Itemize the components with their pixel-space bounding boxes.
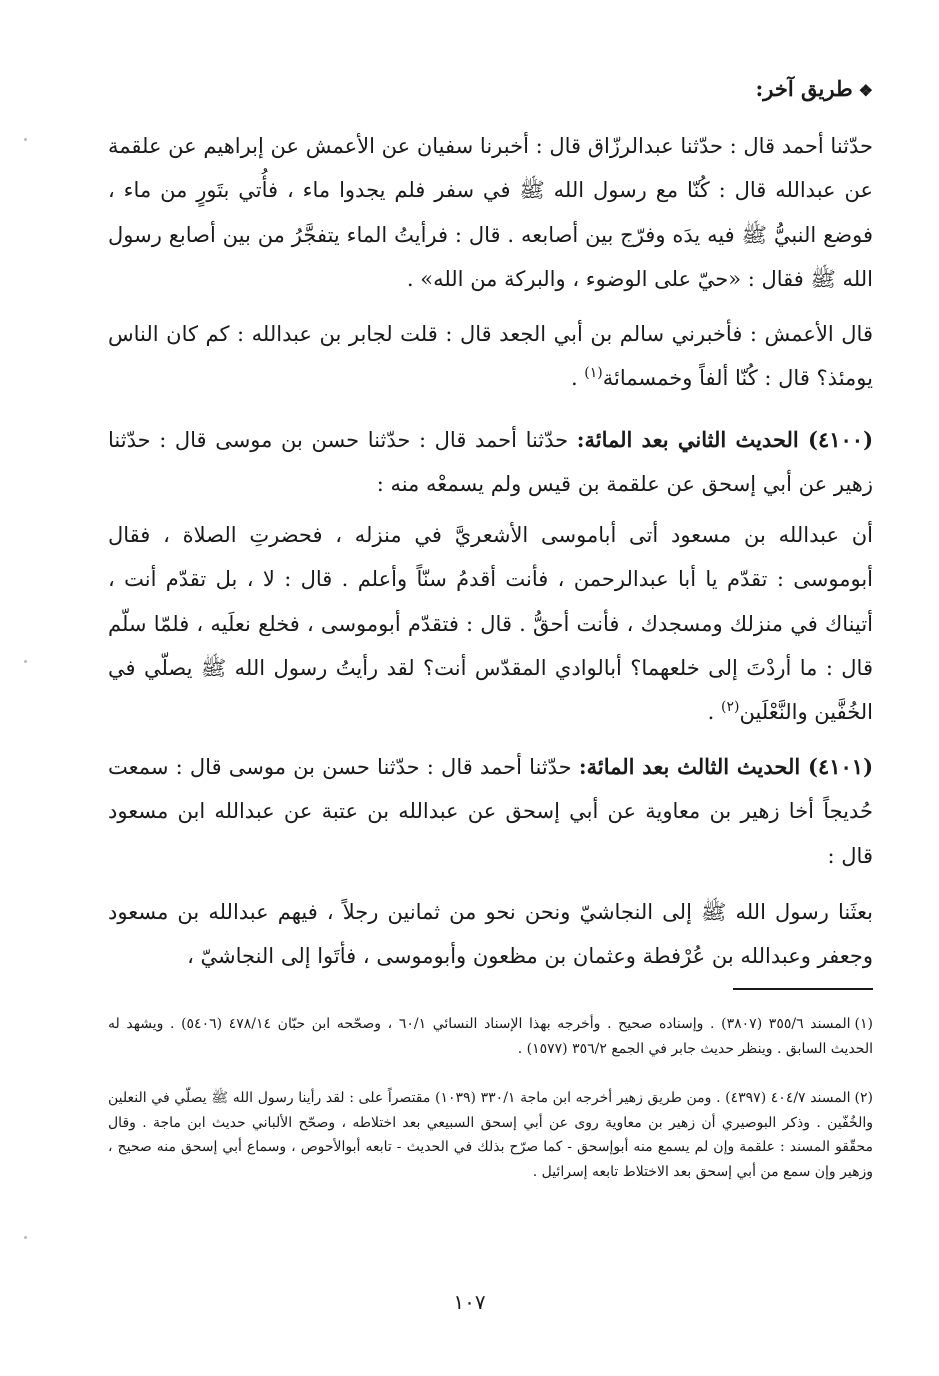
scan-speck xyxy=(24,660,27,663)
scan-speck xyxy=(24,138,27,141)
paragraph-text: حدّثنا أحمد قال : حدّثنا حسن بن موسى قال : حدّثنا زهير عن أبي إسحق عن علقمة بن قيس ولم يسمعْه منه : xyxy=(108,428,873,497)
paragraph-end: . xyxy=(707,700,721,725)
section-heading xyxy=(756,72,873,108)
footnote-1 xyxy=(108,1012,873,1061)
paragraph-hadith-text-1 xyxy=(108,124,873,301)
hadith-number-label: (٤١٠١) الحديث الثالث بعد المائة: xyxy=(578,754,873,779)
paragraph-hadith-text-4 xyxy=(108,890,873,979)
footnote-separator xyxy=(733,988,873,990)
footnote-text: المسند ٣٥٥/٦ (٣٨٠٧) . وإسناده صحيح . وأخرجه بهذا الإسناد النسائي ٦٠/١ ، وصحّحه ابن حبّان ٤٧٨/١٤ (٥٤٠٦) . ويشهد له الحديث السابق . وينظر حديث جابر في الجمع ٣٥٦/٢ (١٥٧٧) . xyxy=(108,1016,873,1057)
paragraph-text: حدّثنا أحمد قال : حدّثنا عبدالرزّاق قال : أخبرنا سفيان عن الأعمش عن إبراهيم عن علقمة عن عبدالله قال : كُنّا مع رسول الله ﷺ في سفر فلم يجدوا ماء ، فأُتي بتَورٍ من ماء ، فوضع النبيُّ ﷺ فيه يدَه وفرّج بين أصابعه . قال : فرأيتُ الماء يتفجَّرُ من بين أصابع رسول الله ﷺ فقال : «حيّ على الوضوء ، والبركة من الله» . xyxy=(108,134,873,291)
footnote-ref-1: (١) xyxy=(584,365,603,382)
paragraph-end: . xyxy=(570,366,585,391)
footnote-ref-2: (٢) xyxy=(721,699,740,716)
paragraph-text: بعثَنا رسول الله ﷺ إلى النجاشيّ ونحن نحو من ثمانين رجلاً ، فيهم عبدالله بن مسعود وجعفر وعبدالله بن عُرْفطة وعثمان بن مظعون وأبوموسى ، فأتَوا إلى النجاشيّ ، xyxy=(108,900,873,969)
hadith-number-label: (٤١٠٠) الحديث الثاني بعد المائة: xyxy=(576,427,873,452)
paragraph-text: حدّثنا أحمد قال : حدّثنا حسن بن موسى قال : سمعت حُديجاً أخا زهير بن معاوية عن أبي إسحق عن عبدالله بن عتبة عن عبدالله ابن مسعود قال : xyxy=(108,755,873,868)
diamond-bullet-icon: ❖ xyxy=(858,81,873,100)
section-heading-title: طريق آخر: xyxy=(755,76,853,101)
footnote-2 xyxy=(108,1086,873,1184)
footnote-number: (٢) xyxy=(854,1090,873,1106)
paragraph-hadith-4101 xyxy=(108,745,873,878)
paragraph-text: أن عبدالله بن مسعود أتى أباموسى الأشعريَّ في منزله ، فحضرتِ الصلاة ، فقال أبوموسى : تقدّم يا أبا عبدالرحمن ، فأنت أقدمُ سنّاً وأعلم . قال : لا ، بل تقدّم أنت ، أتيناك في منزلك ومسجدك ، فأنت أحقُّ . قال : فتقدّم أبوموسى ، فخلع نعلَيه ، فلمّا سلّم قال : ما أردْتَ إلى خلعهما؟ أبالوادي المقدّس أنت؟ لقد رأيتُ رسول الله ﷺ يصلّي في الخُفَّين والنَّعْلَين xyxy=(108,523,873,725)
scan-speck xyxy=(24,1236,27,1239)
paragraph-hadith-text-2 xyxy=(108,312,873,401)
paragraph-text: قال الأعمش : فأخبرني سالم بن أبي الجعد قال : قلت لجابر بن عبدالله : كم كان الناس يومئذ؟ قال : كُنّا ألفاً وخمسمائة xyxy=(108,322,873,391)
paragraph-hadith-text-3 xyxy=(108,513,873,734)
paragraph-hadith-4100 xyxy=(108,418,873,507)
footnote-number: (١) xyxy=(854,1016,874,1032)
footnote-text: المسند ٤٠٤/٧ (٤٣٩٧) . ومن طريق زهير أخرجه ابن ماجة ٣٣٠/١ (١٠٣٩) مقتصراً على : لقد رأينا رسول الله ﷺ يصلّي في النعلين والخُفّين . وذكر البوصيري أن زهير بن معاوية روى عن أبي إسحق السبيعي بعد اختلاطه ، وصحّح الألباني حديث ابن ماجة . وقال محقّقو المسند : علقمة وإن لم يسمع منه أبوإسحق - كما صرّح بذلك في الحديث - تابعه أبوالأحوص ، وسماع أبي إسحق منه صحيح ، وزهير وإن سمع من أبي إسحق بعد الاختلاط تابعه إسرائيل . xyxy=(108,1090,873,1180)
page-number: ١٠٧ xyxy=(453,1290,486,1314)
